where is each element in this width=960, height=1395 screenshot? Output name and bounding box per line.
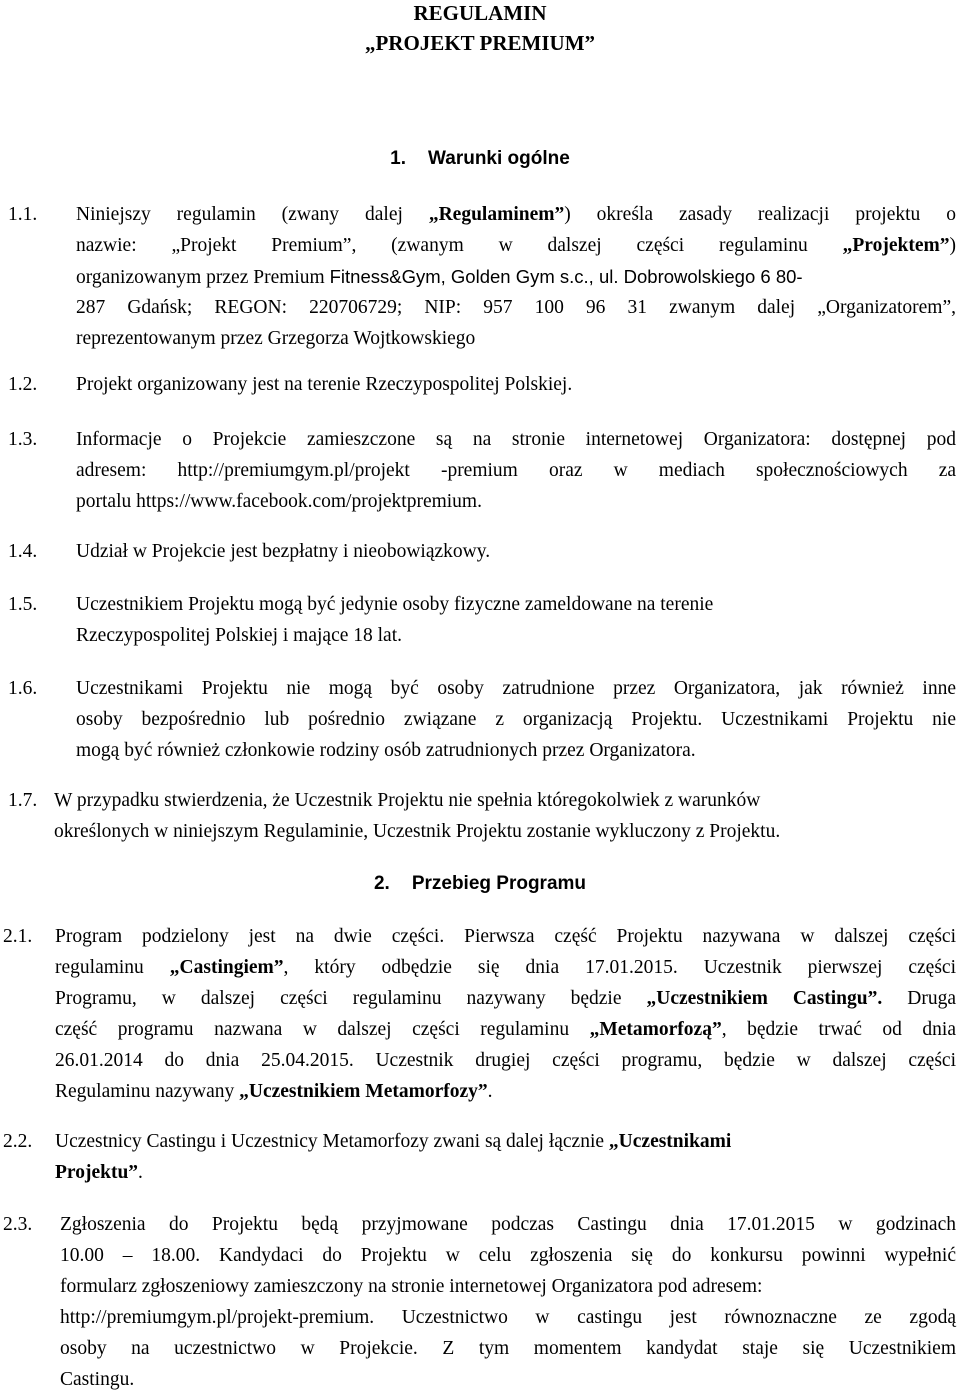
text-run: adresem: http://premiumgym.pl/projekt -premium oraz w mediach społecznościowych za [76,460,956,481]
text-run: Uczestnikiem Projektu mogą być jedynie osoby fizyczne zameldowane na terenie [76,594,714,615]
text-run: formularz zgłoszeniowy zamieszczony na stronie internetowej Organizatora pod adresem: [60,1276,763,1297]
text-run: , który odbędzie się dnia 17.01.2015. Uczestnik pierwszej części [283,957,956,978]
bold-term: Projektu” [55,1162,139,1183]
paragraph-text [54,785,956,847]
text-run: Projekt organizowany jest na terenie Rzeczypospolitej Polskiej. [76,374,573,395]
document-title [0,0,960,58]
bold-term: „Uczestnikami [608,1131,732,1152]
bold-term: „Uczestnikiem Castingu”. [646,988,883,1009]
text-run: część programu nazwana w dalszej części regulaminu [55,1019,590,1040]
paragraph-number: 1.4. [8,541,38,562]
text-line [60,1302,956,1333]
text-line [60,1364,956,1395]
text-line [76,230,956,261]
text-run: W przypadku stwierdzenia, że Uczestnik Projektu nie spełnia któregokolwiek z warunków [54,790,761,811]
text-run: Druga [882,988,957,1009]
text-run: 26.01.2014 do dnia 25.04.2015. Uczestnik drugiej części programu, będzie w dalszej części [55,1050,956,1071]
text-run: osoby bezpośrednio lub pośrednio związane z organizacją Projektu. Uczestnikami Projektu nie [76,709,956,730]
section-1-number: 1. [390,148,407,169]
text-line [55,983,956,1014]
text-run: Niniejszy regulamin (zwany dalej [76,204,429,225]
text-line [76,369,956,400]
text-line [60,1209,956,1240]
paragraph-text [76,199,956,354]
section-1-title: Warunki ogólne [428,148,570,169]
paragraph-number: 1.6. [8,678,38,699]
paragraph-number: 2.3. [3,1214,33,1235]
title-line-2: „PROJEKT PREMIUM” [364,31,596,55]
text-line [54,816,956,847]
text-line [60,1333,956,1364]
text-line [76,261,956,292]
text-run: Uczestnicy Castingu i Uczestnicy Metamorfozy zwani są dalej łącznie [55,1131,609,1152]
bold-term: „Castingiem” [169,957,284,978]
bold-term: „Metamorfozą” [589,1019,722,1040]
text-run: ) określa zasady realizacji projektu o [564,204,956,225]
section-2-heading [0,870,960,898]
paragraph-text [55,921,956,1107]
text-line [55,1045,956,1076]
bold-term: „Regulaminem” [428,204,565,225]
text-line [55,921,956,952]
text-run: Zgłoszenia do Projektu będą przyjmowane podczas Castingu dnia 17.01.2015 w godzinach [60,1214,956,1235]
text-run: regulaminu [55,957,170,978]
text-run: Program podzielony jest na dwie części. Pierwsza część Projektu nazywana w dalszej części [55,926,956,947]
text-run: Castingu. [60,1369,135,1390]
text-run: organizowanym przez Premium [76,267,330,288]
section-1-heading [0,145,960,173]
paragraph-number: 2.2. [3,1131,33,1152]
text-line [55,1076,956,1107]
text-run: . [487,1081,493,1102]
text-line [76,589,956,620]
paragraph-number: 1.1. [8,204,38,225]
paragraph-text [60,1209,956,1395]
paragraph-number: 2.1. [3,926,33,947]
text-run: określonych w niniejszym Regulaminie, Uczestnik Projektu zostanie wykluczony z Projektu. [54,821,781,842]
paragraph-text [76,536,956,567]
section-2-title: Przebieg Programu [411,873,587,894]
bold-term: „Uczestnikiem Metamorfozy” [239,1081,488,1102]
section-2-number: 2. [373,873,390,894]
title-line-1: REGULAMIN [413,1,547,25]
text-run: Informacje o Projekcie zamieszczone są na stronie internetowej Organizatora: dostępnej pod [76,429,956,450]
text-line [76,620,956,651]
text-run: Udział w Projekcie jest bezpłatny i nieobowiązkowy. [76,541,491,562]
text-line [55,952,956,983]
text-line [54,785,956,816]
paragraph-number: 1.7. [8,790,38,811]
text-run: portalu https://www.facebook.com/projektpremium. [76,491,482,512]
text-line [60,1271,956,1302]
text-line [76,455,956,486]
text-line [76,424,956,455]
text-run-sans: Fitness&Gym, Golden Gym s.c., ul. Dobrowolskiego 6 80- [329,266,803,287]
text-run: mogą być również członkowie rodziny osób zatrudnionych przez Organizatora. [76,740,696,761]
text-line [76,199,956,230]
text-run: 287 Gdańsk; REGON: 220706729; NIP: 957 100 96 31 zwanym dalej „Organizatorem”, [76,297,956,318]
paragraph-text [76,424,956,517]
text-line [76,486,956,517]
text-line [55,1157,956,1188]
text-line [60,1240,956,1271]
text-run: 10.00 – 18.00. Kandydaci do Projektu w celu zgłoszenia się do konkursu powinni wypełnić [60,1245,956,1266]
paragraph-number: 1.2. [8,374,38,395]
text-run: nazwie: „Projekt Premium”, (zwanym w dalszej części regulaminu [76,235,843,256]
text-line [76,704,956,735]
text-run: Regulaminu nazywany [55,1081,240,1102]
text-run: , będzie trwać od dnia [721,1019,956,1040]
text-line [76,735,956,766]
text-run: reprezentowanym przez Grzegorza Wojtkowskiego [76,328,476,349]
text-run: http://premiumgym.pl/projekt-premium. Uczestnictwo w castingu jest równoznaczne ze zgodą [60,1307,956,1328]
text-line [76,673,956,704]
text-run: . [138,1162,143,1183]
text-line [55,1014,956,1045]
paragraph-text [76,673,956,766]
text-line [76,292,956,323]
bold-term: „Projektem” [842,235,950,256]
paragraph-number: 1.3. [8,429,38,450]
text-line [55,1126,956,1157]
text-run: Uczestnikami Projektu nie mogą być osoby zatrudnione przez Organizatora, jak również inne [76,678,956,699]
paragraph-text [55,1126,956,1188]
paragraph-number: 1.5. [8,594,38,615]
text-run: Rzeczypospolitej Polskiej i mające 18 lat. [76,625,402,646]
text-run: ) [949,235,956,256]
paragraph-text [76,589,956,651]
text-run: osoby na uczestnictwo w Projekcie. Z tym momentem kandydat staje się Uczestnikiem [60,1338,956,1359]
text-line [76,323,956,354]
paragraph-text [76,369,956,400]
text-run: Programu, w dalszej części regulaminu nazywany będzie [55,988,647,1009]
text-line [76,536,956,567]
